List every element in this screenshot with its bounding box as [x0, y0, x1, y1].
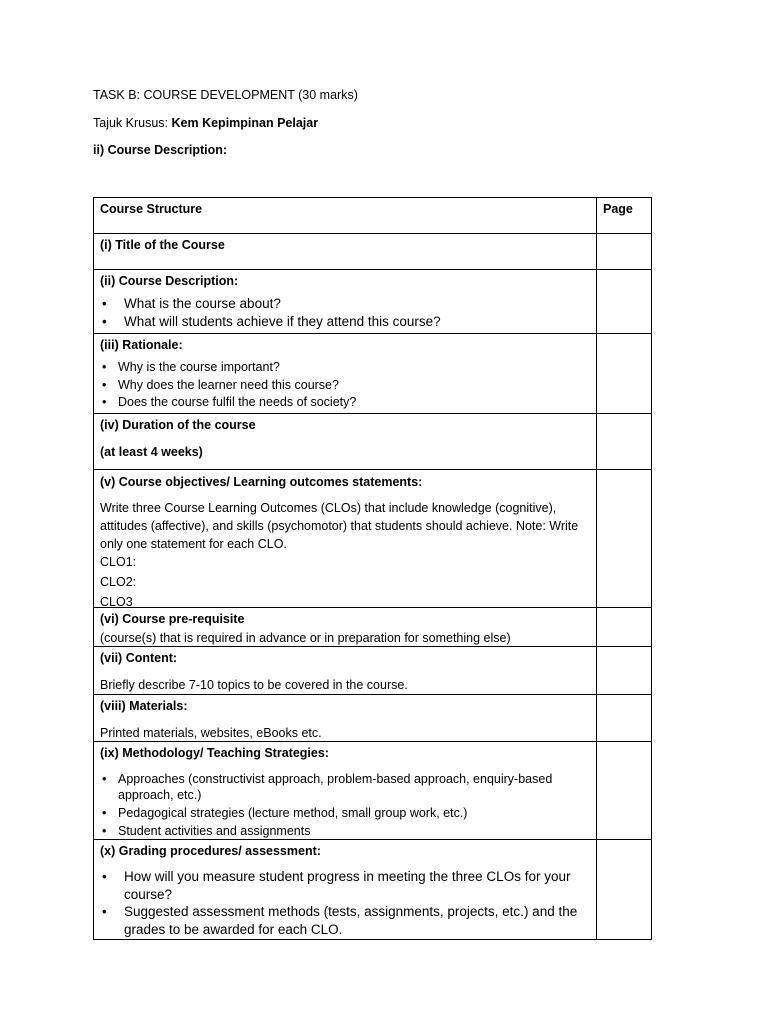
list-item: • Approaches (constructivist approach, problem-based approach, enquiry-based approach, etc.)	[100, 771, 590, 803]
page-cell	[597, 270, 652, 334]
course-structure-table	[93, 197, 652, 940]
section-heading: ii) Course Description:	[93, 143, 228, 157]
row-duration: (iv) Duration of the course	[100, 418, 256, 432]
task-title: TASK B: COURSE DEVELOPMENT (30 marks)	[93, 88, 358, 102]
description-bullets	[100, 295, 590, 330]
row-title-course: (i) Title of the Course	[100, 238, 225, 252]
row-methodology: (ix) Methodology/ Teaching Strategies:	[100, 746, 329, 760]
list-item: • Why is the course important?	[100, 359, 590, 377]
page-cell	[597, 840, 652, 940]
clo1-label: CLO1:	[100, 555, 137, 569]
table-row	[94, 647, 652, 695]
page-cell	[597, 695, 652, 742]
page-cell	[597, 470, 652, 608]
header-structure: Course Structure	[100, 202, 203, 216]
course-title-line	[93, 116, 318, 130]
table-row	[94, 840, 652, 940]
page-cell	[597, 742, 652, 840]
page-cell	[597, 234, 652, 270]
page-cell	[597, 647, 652, 695]
page-cell	[597, 608, 652, 647]
materials-body: Printed materials, websites, eBooks etc.	[100, 726, 322, 740]
row-materials: (viii) Materials:	[100, 699, 188, 713]
row-prerequisite: (vi) Course pre-requisite	[100, 612, 245, 626]
row-rationale: (iii) Rationale:	[100, 338, 183, 352]
row-content: (vii) Content:	[100, 651, 178, 665]
list-item: • Does the course fulfil the needs of society?	[100, 394, 590, 412]
page-cell	[597, 334, 652, 414]
prerequisite-body: (course(s) that is required in advance or in preparation for something else)	[100, 631, 511, 645]
clo2-label: CLO2:	[100, 575, 137, 589]
header-structure-cell	[94, 198, 597, 234]
objectives-body: Write three Course Learning Outcomes (CLOs) that include knowledge (cognitive), attitudes (affective), and skills (psychomotor) that students should achieve. Note: Write only one statement for each CLO.	[100, 501, 579, 551]
content-body: Briefly describe 7-10 topics to be covered in the course.	[100, 678, 408, 692]
table-row	[94, 414, 652, 470]
table-row	[94, 608, 652, 647]
list-item: • Why does the learner need this course?	[100, 377, 590, 395]
header-page: Page	[603, 202, 633, 216]
duration-subtitle: (at least 4 weeks)	[100, 445, 203, 459]
list-item: • How will you measure student progress in meeting the three CLOs for your course?	[100, 868, 590, 903]
table-row	[94, 470, 652, 608]
table-row	[94, 742, 652, 840]
methodology-bullets	[100, 771, 590, 839]
row-objectives: (v) Course objectives/ Learning outcomes statements:	[100, 475, 423, 489]
rationale-bullets	[100, 359, 590, 412]
list-item: • Suggested assessment methods (tests, assignments, projects, etc.) and the grades to be awarded for each CLO.	[100, 903, 590, 938]
list-item: • What will students achieve if they attend this course?	[100, 313, 590, 331]
header-page-cell	[597, 198, 652, 234]
page-cell	[597, 414, 652, 470]
table-row	[94, 234, 652, 270]
table-row	[94, 695, 652, 742]
row-grading: (x) Grading procedures/ assessment:	[100, 844, 321, 858]
row-course-description: (ii) Course Description:	[100, 274, 239, 288]
table-row	[94, 334, 652, 414]
tajuk-value: Kem Kepimpinan Pelajar	[171, 116, 319, 130]
table-row	[94, 270, 652, 334]
list-item: • Pedagogical strategies (lecture method, small group work, etc.)	[100, 805, 590, 823]
list-item: • Student activities and assignments	[100, 823, 590, 840]
grading-bullets	[100, 868, 590, 938]
list-item: • What is the course about?	[100, 295, 590, 313]
table-header-row	[94, 198, 652, 234]
clo3-label: CLO3	[100, 595, 133, 607]
tajuk-label: Tajuk Krusus:	[93, 116, 172, 130]
